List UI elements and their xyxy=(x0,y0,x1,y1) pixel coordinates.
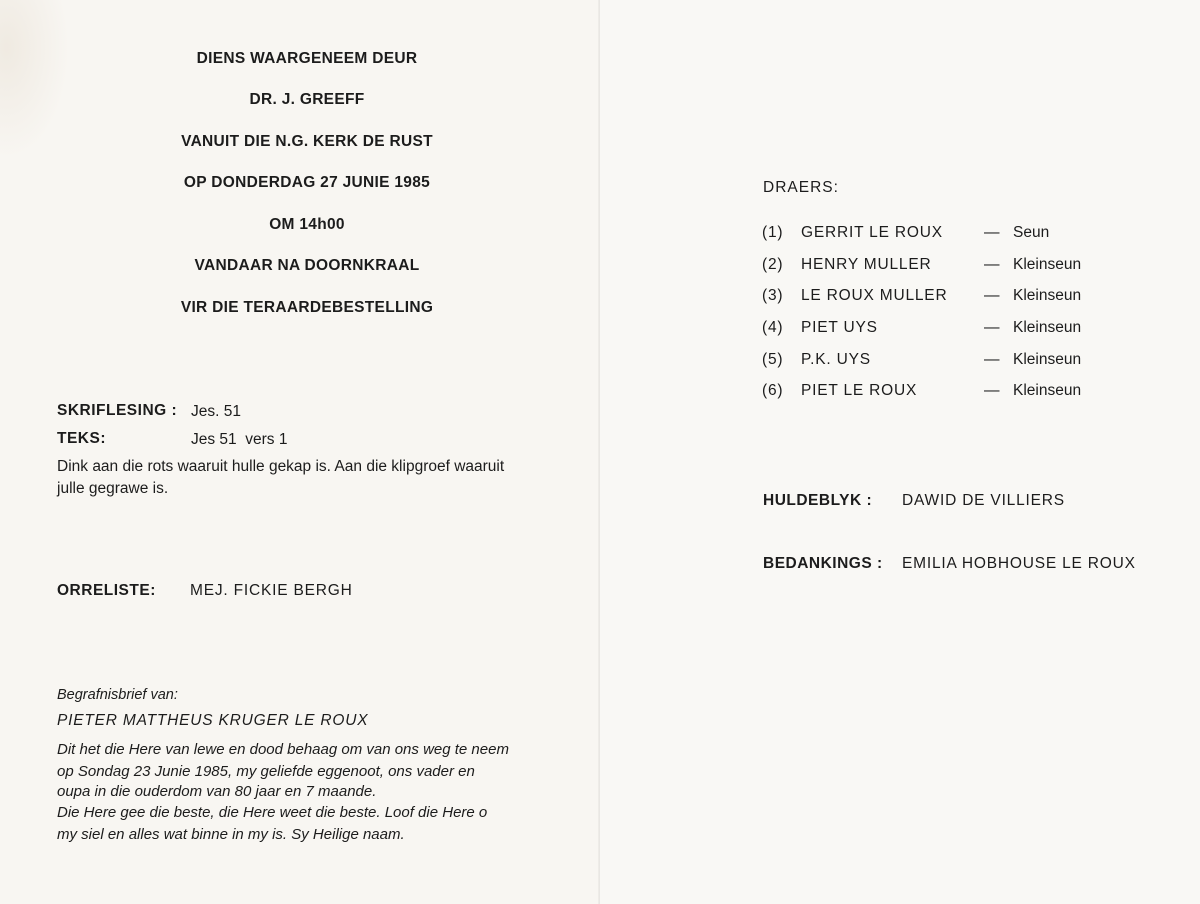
quote-line-1: Dink aan die rots waaruit hulle gekap is. Aan die klipgroef waaruit xyxy=(57,458,505,475)
right-page xyxy=(600,0,1200,904)
text-label: TEKS: xyxy=(57,430,106,447)
service-line-3: VANUIT DIE N.G. KERK DE RUST xyxy=(181,133,433,150)
bearer-name: HENRY MULLER xyxy=(801,256,932,273)
bearer-relation: Kleinseun xyxy=(1013,319,1082,336)
tribute-value: DAWID DE VILLIERS xyxy=(902,492,1065,509)
thanks-value: EMILIA HOBHOUSE LE ROUX xyxy=(902,555,1136,572)
letter-line-5: my siel en alles wat binne in my is. Sy Heilige naam. xyxy=(57,826,405,843)
bearer-number: (3) xyxy=(762,287,784,304)
letter-line-1: Dit het die Here van lewe en dood behaag om van ons weg te neem xyxy=(57,741,509,758)
bearer-number: (6) xyxy=(762,382,784,399)
bearer-row xyxy=(762,351,1162,381)
service-line-7: VIR DIE TERAARDEBESTELLING xyxy=(180,299,434,316)
bearer-name: P.K. UYS xyxy=(801,351,871,368)
service-line-4: OP DONDERDAG 27 JUNIE 1985 xyxy=(183,174,431,191)
letter-line-2: op Sondag 23 Junie 1985, my geliefde eggenoot, ons vader en xyxy=(57,763,475,780)
bearer-row xyxy=(762,382,1162,412)
deceased-name: PIETER MATTHEUS KRUGER LE ROUX xyxy=(57,712,369,729)
organist-label: ORRELISTE: xyxy=(57,582,156,599)
bearer-name: LE ROUX MULLER xyxy=(801,287,948,304)
bearer-row xyxy=(762,287,1162,317)
text-value: Jes 51 vers 1 xyxy=(191,431,288,448)
bearer-dash: — xyxy=(984,224,1000,241)
bearer-number: (4) xyxy=(762,319,784,336)
scripture-value: Jes. 51 xyxy=(191,403,241,420)
quote-line-2: julle gegrawe is. xyxy=(57,480,169,497)
bearer-dash: — xyxy=(984,287,1000,304)
bearer-dash: — xyxy=(984,382,1000,399)
service-line-6: VANDAAR NA DOORNKRAAL xyxy=(194,257,420,274)
thanks-label: BEDANKINGS : xyxy=(763,555,883,572)
organist-value: MEJ. FICKIE BERGH xyxy=(190,582,353,599)
bearer-dash: — xyxy=(984,319,1000,336)
letter-line-4: Die Here gee die beste, die Here weet die beste. Loof die Here o xyxy=(57,804,488,821)
paper-stain xyxy=(0,0,70,160)
bearer-number: (5) xyxy=(762,351,784,368)
bearer-row xyxy=(762,224,1162,254)
bearer-relation: Kleinseun xyxy=(1013,351,1082,368)
bearer-dash: — xyxy=(984,351,1000,368)
service-line-1: DIENS WAARGENEEM DEUR xyxy=(196,50,418,67)
bearer-row xyxy=(762,256,1162,286)
scripture-label: SKRIFLESING : xyxy=(57,402,178,419)
bearer-number: (1) xyxy=(762,224,784,241)
bearer-relation: Kleinseun xyxy=(1013,256,1082,273)
letter-heading: Begrafnisbrief van: xyxy=(57,687,178,703)
service-line-2: DR. J. GREEFF xyxy=(249,91,365,108)
bearer-row xyxy=(762,319,1162,349)
bearer-name: GERRIT LE ROUX xyxy=(801,224,943,241)
bearer-name: PIET LE ROUX xyxy=(801,382,918,399)
tribute-label: HULDEBLYK : xyxy=(763,492,873,509)
service-line-5: OM 14h00 xyxy=(269,216,345,233)
bearers-title: DRAERS: xyxy=(763,179,839,196)
bearer-name: PIET UYS xyxy=(801,319,878,336)
letter-line-3: oupa in die ouderdom van 80 jaar en 7 maande. xyxy=(57,783,377,800)
bearer-relation: Kleinseun xyxy=(1013,287,1082,304)
bearer-relation: Kleinseun xyxy=(1013,382,1082,399)
bearer-relation: Seun xyxy=(1013,224,1050,241)
bearer-dash: — xyxy=(984,256,1000,273)
bearer-number: (2) xyxy=(762,256,784,273)
